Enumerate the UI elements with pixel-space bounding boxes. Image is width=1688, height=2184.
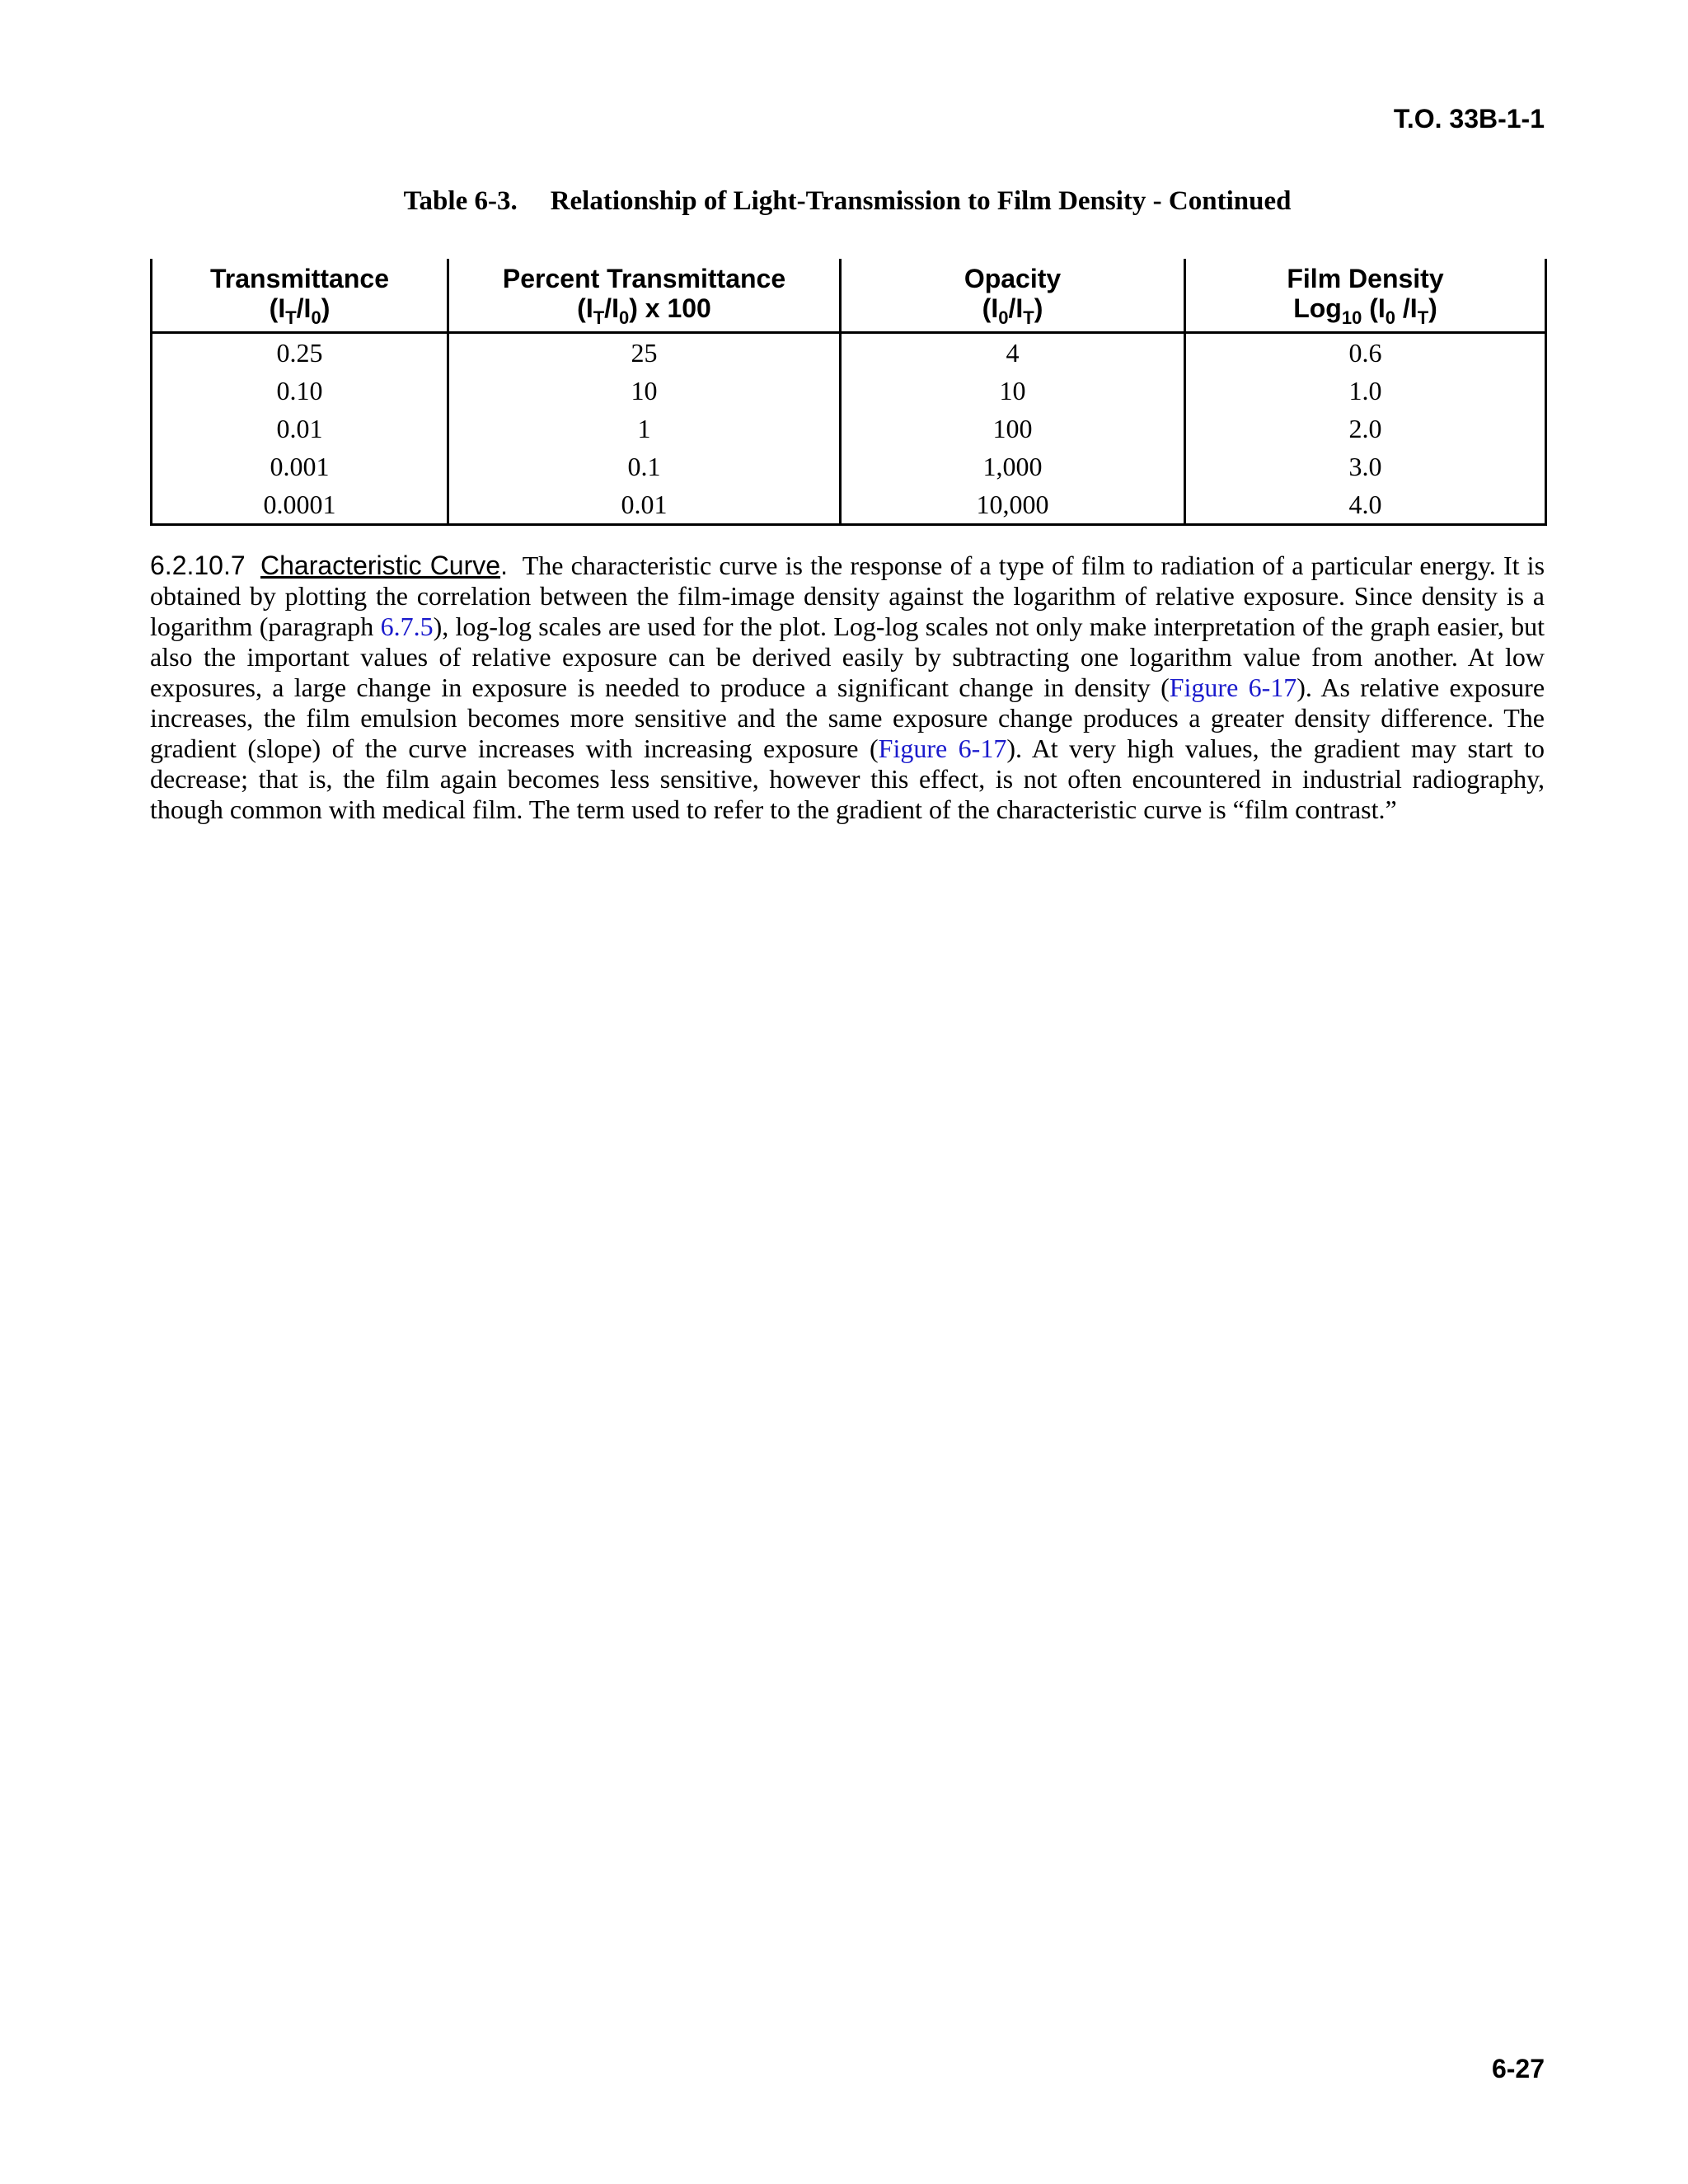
cell-transmittance: 0.10 bbox=[152, 372, 448, 410]
cell-film-density: 0.6 bbox=[1185, 333, 1546, 373]
column-header-label: Transmittance bbox=[210, 264, 389, 293]
paragraph-number: 6.2.10.7 bbox=[150, 551, 246, 580]
column-header-opacity bbox=[841, 259, 1185, 333]
document-id-header: T.O. 33B-1-1 bbox=[1393, 104, 1545, 134]
paragraph-text: ). As relative exposure increases, the film emulsion becomes more sensitive and the same exposure change produces a greater density difference. The gradient (slope) of the curve increases with increasing exposure ( bbox=[150, 673, 1545, 763]
column-header-label: Opacity bbox=[964, 264, 1062, 293]
paragraph-text: The characteristic curve is the response of a type of film to radiation of a particular energy. It is obtained by plotting the correlation between the film-image density against the logarithm of relative exposure. Since density is a logarithm (paragraph bbox=[150, 551, 1545, 641]
column-header-percent-transmittance bbox=[448, 259, 841, 333]
paragraph-title: Characteristic Curve bbox=[260, 551, 501, 580]
cell-opacity: 10 bbox=[841, 372, 1185, 410]
cell-transmittance: 0.001 bbox=[152, 448, 448, 485]
column-header-formula: $(I_T/I_0)$ x 100 bbox=[577, 293, 711, 328]
table-row bbox=[152, 372, 1546, 410]
cell-percent-transmittance: 1 bbox=[448, 410, 841, 448]
cell-film-density: 4.0 bbox=[1185, 485, 1546, 525]
column-header-formula: $(I_T/I_0)$ bbox=[269, 293, 331, 328]
cell-transmittance: 0.25 bbox=[152, 333, 448, 373]
column-header-label: Percent Transmittance bbox=[502, 264, 786, 293]
figure-6-17-link[interactable]: Figure 6-17 bbox=[1169, 673, 1297, 702]
table-caption-title: Relationship of Light-Transmission to Film Density - Continued bbox=[550, 186, 1292, 216]
cell-film-density: 3.0 bbox=[1185, 448, 1546, 485]
cell-percent-transmittance: 10 bbox=[448, 372, 841, 410]
page-number: 6-27 bbox=[1491, 2054, 1545, 2083]
column-header-transmittance bbox=[152, 259, 448, 333]
light-transmission-table bbox=[150, 259, 1547, 526]
table-caption-number: Table 6-3. bbox=[403, 186, 518, 216]
cell-transmittance: 0.01 bbox=[152, 410, 448, 448]
cell-film-density: 2.0 bbox=[1185, 410, 1546, 448]
table-row bbox=[152, 333, 1546, 373]
table-header-row bbox=[152, 259, 1546, 333]
table-caption bbox=[150, 184, 1545, 218]
figure-6-17-link[interactable]: Figure 6-17 bbox=[878, 733, 1007, 763]
cell-opacity: 1,000 bbox=[841, 448, 1185, 485]
cell-opacity: 10,000 bbox=[841, 485, 1185, 525]
column-header-formula: Log$_{10}$ ($I_0$ $/I_T$) bbox=[1293, 293, 1437, 328]
cell-film-density: 1.0 bbox=[1185, 372, 1546, 410]
characteristic-curve-paragraph: 6.2.10.7 Characteristic Curve. The characteristic curve is the response of a type of film to radiation of a particular energy. It is obtained by plotting the correlation between the film-image density against the logarithm of relative exposure. Since density is a logarithm (paragraph 6.7.5), log-log scales are used for the plot. Log-log scales not only make interpretation of the graph easier, but also the important values of relative exposure can be derived easily by subtracting one logarithm value from another. At low exposures, a large change in exposure is needed to produce a significant change in density (Figure 6-17). As relative exposure increases, the film emulsion becomes more sensitive and the same exposure change produces a greater density difference. The gradient (slope) of the curve increases with increasing exposure (Figure 6-17). At very high values, the gradient may start to decrease; that is, the film again becomes less sensitive, however this effect, is not often encountered in industrial radiography, though common with medical film. The term used to refer to the gradient of the characteristic curve is “film contrast.” bbox=[150, 551, 1545, 824]
table-row bbox=[152, 410, 1546, 448]
column-header-film-density bbox=[1185, 259, 1546, 333]
column-header-formula: $(I_0/I_T)$ bbox=[982, 293, 1043, 328]
table-row bbox=[152, 448, 1546, 485]
paragraph-text: ). At very high values, the gradient may start to decrease; that is, the film again becomes less sensitive, however this effect, is not often encountered in industrial radiography, though common with medical film. The term used to refer to the gradient of the characteristic curve is “film contrast.” bbox=[150, 733, 1545, 824]
cell-transmittance: 0.0001 bbox=[152, 485, 448, 525]
cell-percent-transmittance: 0.01 bbox=[448, 485, 841, 525]
paragraph-text: ), log-log scales are used for the plot. Log-log scales not only make interpretation of the graph easier, but also the important values of relative exposure can be derived easily by subtracting one logarithm value from another. At low exposures, a large change in exposure is needed to produce a significant change in density ( bbox=[150, 612, 1545, 702]
paragraph-link-6-7-5[interactable]: 6.7.5 bbox=[380, 612, 434, 641]
cell-opacity: 100 bbox=[841, 410, 1185, 448]
table-row bbox=[152, 485, 1546, 525]
column-header-label: Film Density bbox=[1287, 264, 1444, 293]
cell-percent-transmittance: 25 bbox=[448, 333, 841, 373]
cell-percent-transmittance: 0.1 bbox=[448, 448, 841, 485]
cell-opacity: 4 bbox=[841, 333, 1185, 373]
